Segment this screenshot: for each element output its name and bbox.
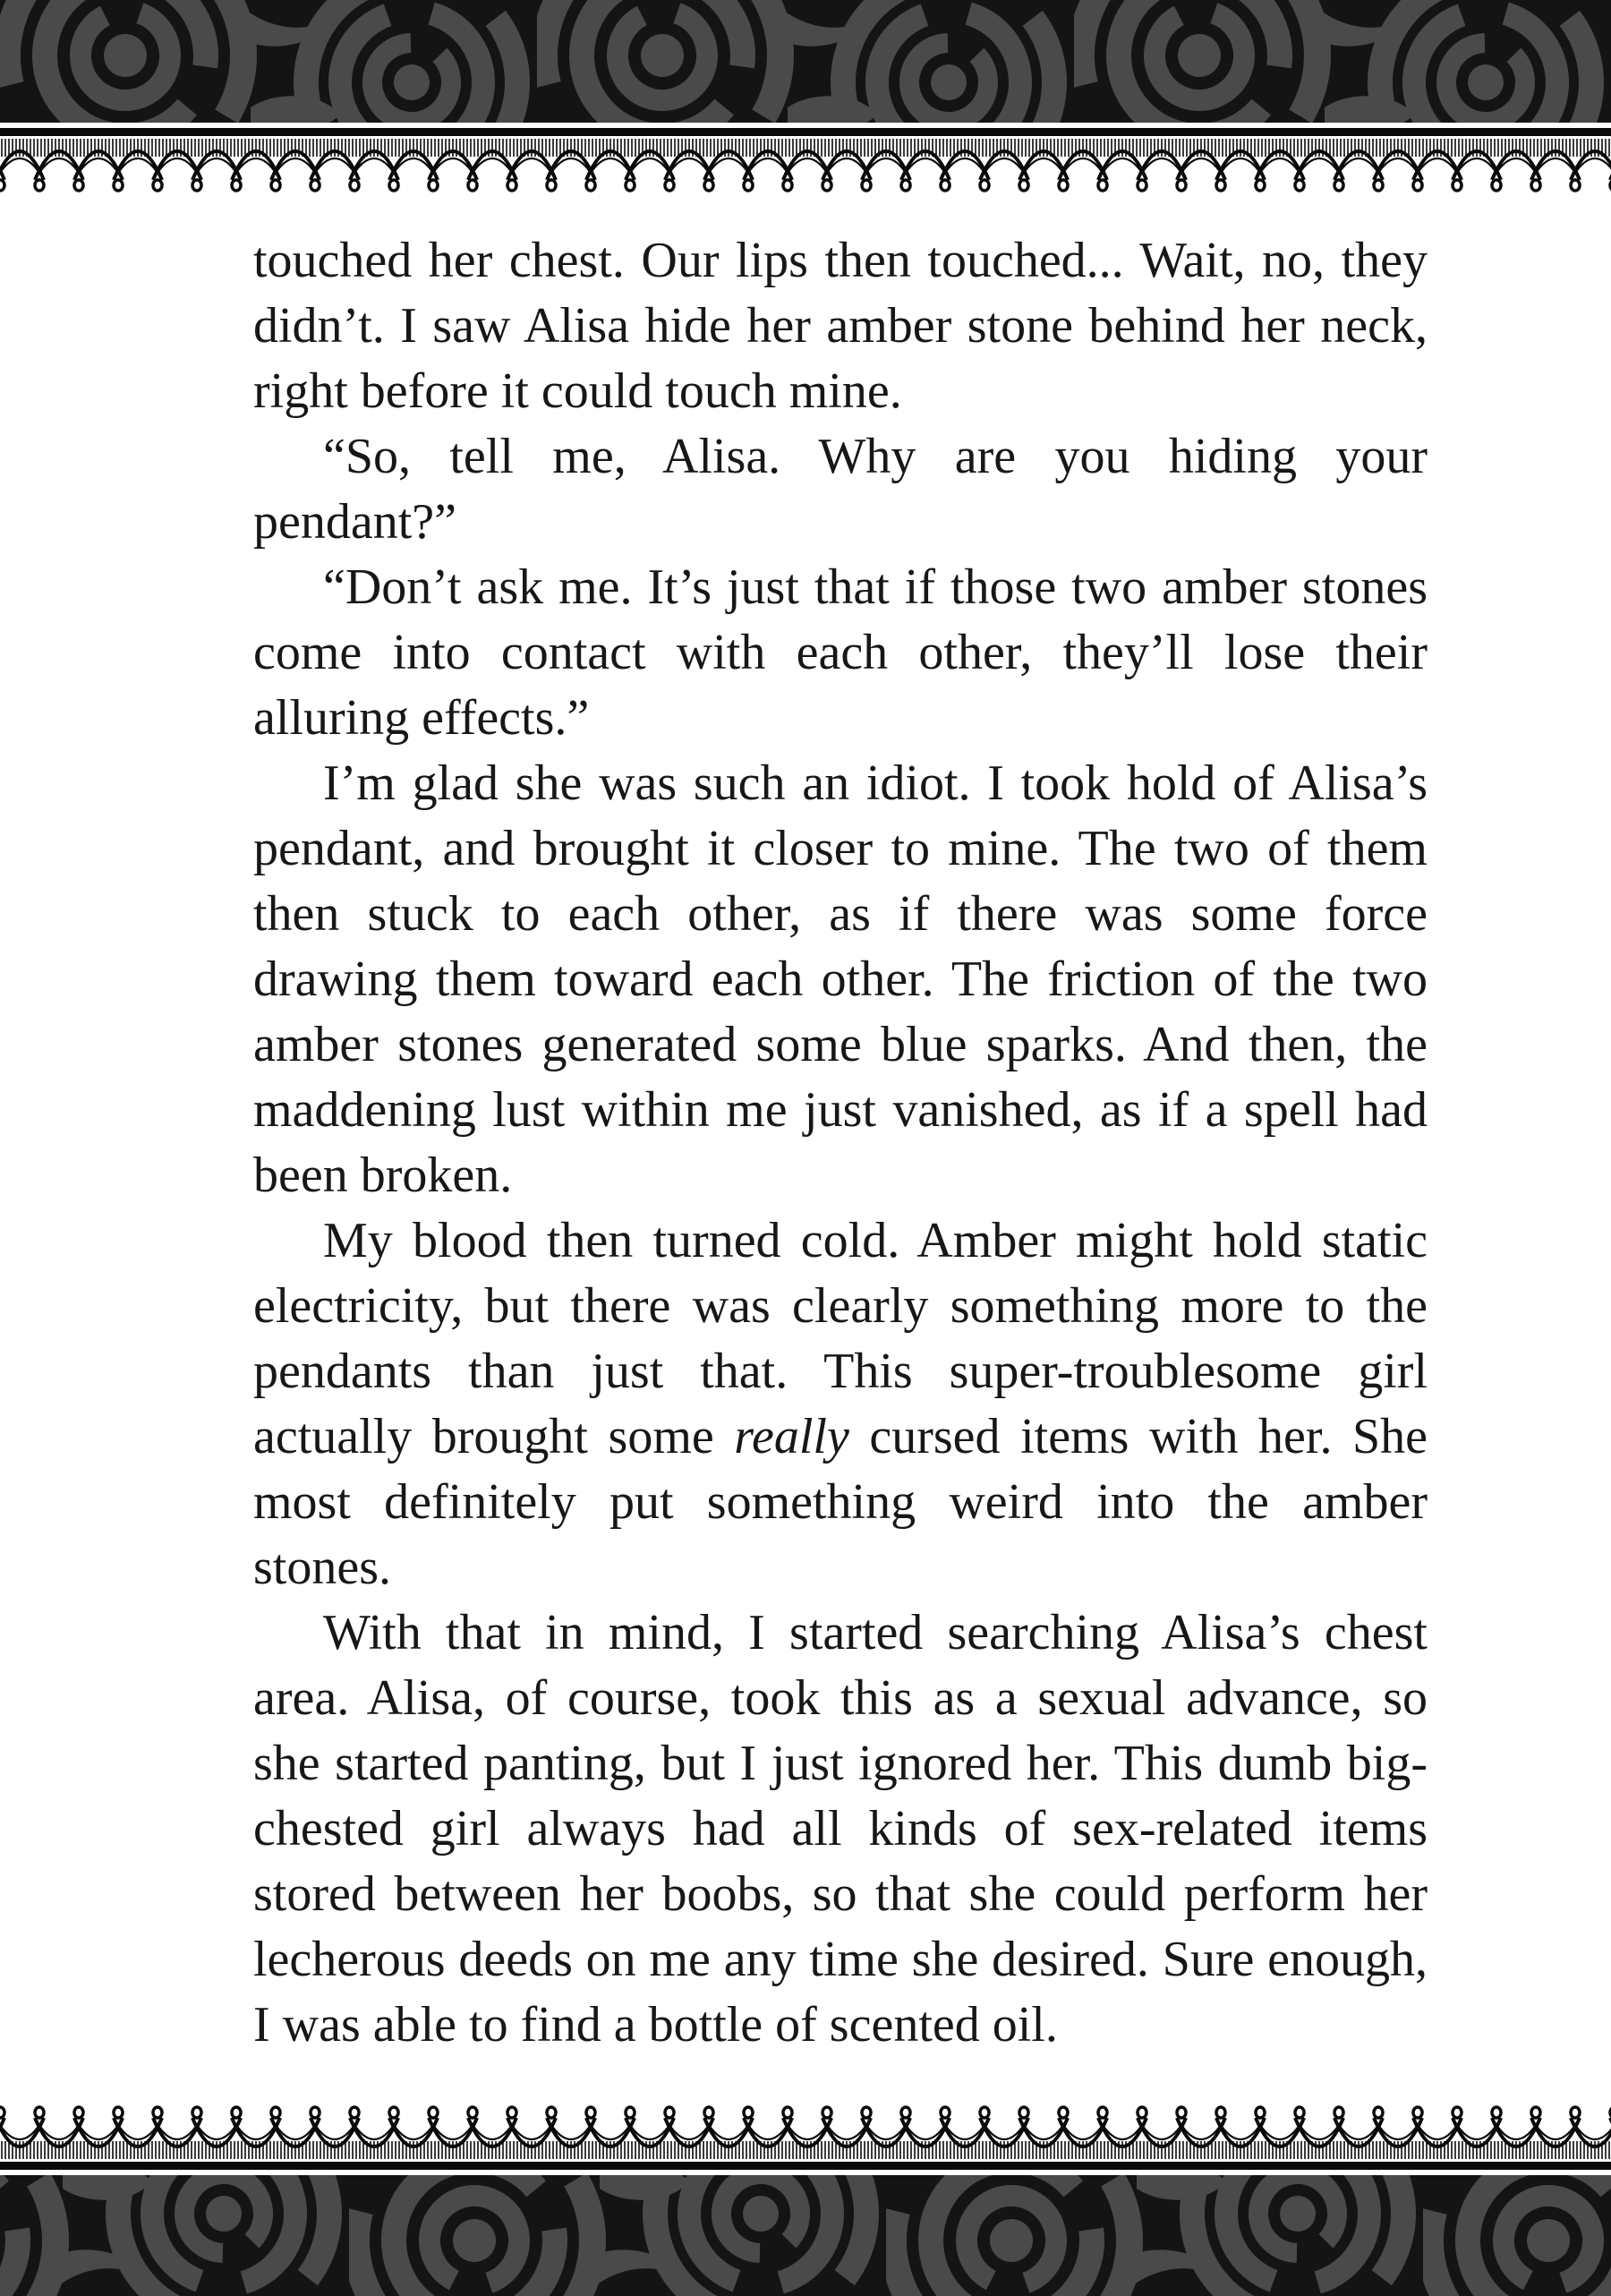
page-body [0,194,1611,2104]
paragraph [253,228,1428,424]
paragraph [253,1208,1428,1600]
rose-pattern-band-bottom-icon [0,2175,1611,2296]
body-text: touched her chest. Our lips then touched... Wait, no, they didn’t. I saw Alisa hide her amber stone behind her neck, right before it could touch mine. [253,233,1428,419]
body-text: “Don’t ask me. It’s just that if those two amber stones come into contact with each other, they’ll lose their alluring effects.” [253,559,1428,746]
lace-trim-top-icon [0,139,1611,194]
page-text [253,228,1428,2058]
rose-pattern-band-top-icon [0,0,1611,123]
body-text: With that in mind, I started searching Alisa’s chest area. Alisa, of course, took this as a sexual advance, so she started panting, but I just ignored her. This dumb big-chested girl always had all kinds of sex-related items stored between her boobs, so that she could perform her lecherous deeds on me any time she desired. Sure enough, I was able to find a bottle of scented oil. [253,1605,1428,2053]
lace-trim-bottom-icon [0,2104,1611,2159]
bottom-border [0,2104,1611,2296]
divider-bar-bottom [0,2162,1611,2170]
paragraph [253,424,1428,555]
paragraph [253,555,1428,751]
body-text: “So, tell me, Alisa. Why are you hiding your pendant?” [253,429,1428,550]
paragraph [253,751,1428,1208]
body-text: cursed items with her. She most definitely put something weird into the amber stones. [253,1409,1428,1595]
paragraph [253,1600,1428,2058]
body-text: I’m glad she was such an idiot. I took hold of Alisa’s pendant, and brought it closer to mine. The two of them then stuck to each other, as if there was some force drawing them toward each other. The friction of the two amber stones generated some blue sparks. And then, the maddening lust within me just vanished, as if a spell had been broken. [253,755,1428,1203]
top-border [0,0,1611,194]
body-text: My blood then turned cold. Amber might hold static electricity, but there was clearly something more to the pendants than just that. This super-troublesome girl actually brought some [253,1213,1428,1464]
italic-text: really [734,1409,849,1464]
divider-bar-top [0,128,1611,136]
